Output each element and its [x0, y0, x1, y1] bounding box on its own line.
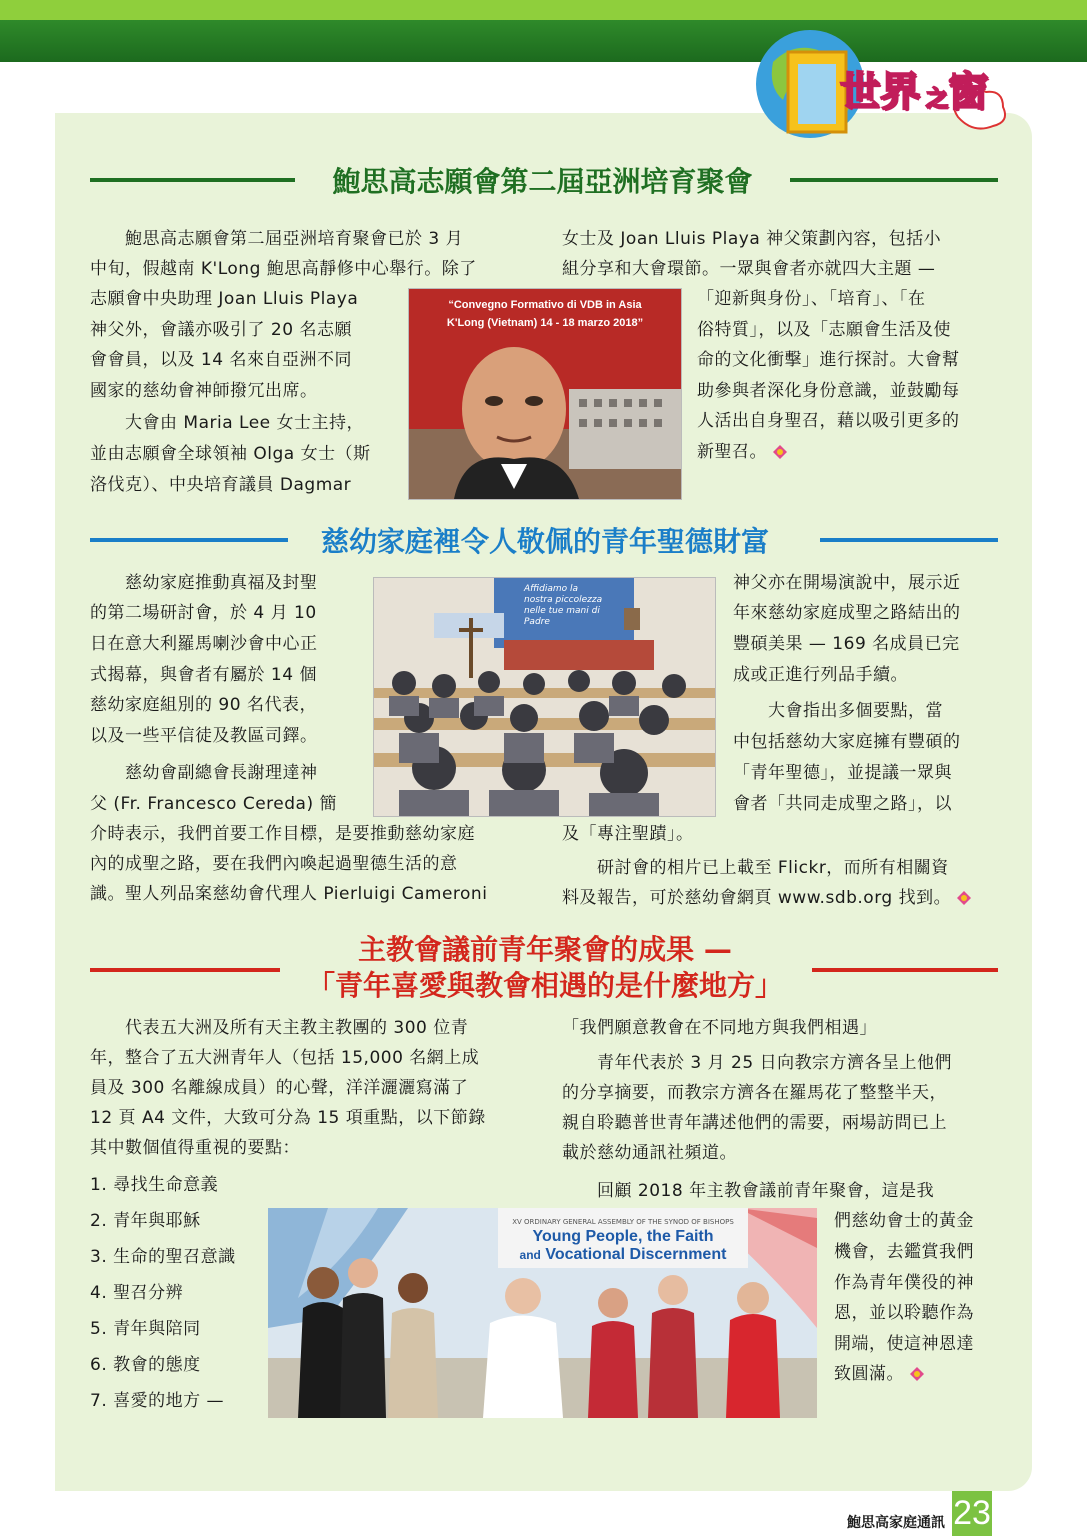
article2-right-line-4: 成或正進行列品手續。: [733, 665, 908, 685]
article2-right-line-3: 豐碩美果 — 169 名成員已完: [733, 634, 960, 654]
article2-left-line-1: 慈幼家庭推動真福及封聖: [90, 573, 318, 593]
article1-left-line-1: 鮑思高志願會第二屆亞洲培育聚會已於 3 月: [90, 229, 464, 249]
banner-line-2-pre: and: [519, 1248, 541, 1262]
article2-left-line-3: 日在意大利羅馬喇沙會中心正: [90, 634, 318, 654]
article3-right-line-8: 機會，去鑑賞我們: [834, 1242, 974, 1262]
photo-banner-line-1: “Convegno Formativo di VDB in Asia: [448, 299, 642, 311]
article3-left-line-4: 12 頁 A4 文件，大致可分為 15 項重點，以下節錄: [90, 1108, 486, 1128]
article3-left-line-5: 其中數個值得重視的要點：: [90, 1138, 300, 1158]
article1-right-line-2: 組分享和大會環節。一眾與會者亦就四大主題 —: [562, 259, 936, 279]
article2-right-line-5: 大會指出多個要點，當: [733, 701, 943, 721]
banner-line-2-main: Vocational Discernment: [545, 1246, 727, 1263]
article2-left-line-4: 式揭幕，與會者有屬於 14 個: [90, 665, 317, 685]
article2-left-line-2: 的第二場研討會，於 4 月 10: [90, 603, 317, 623]
end-mark-icon: [908, 1365, 926, 1383]
article1-right-line-5: 命的文化衝擊」進行探討。大會幫: [697, 350, 960, 370]
article3-right-line-7: 們慈幼會士的黃金: [834, 1211, 974, 1231]
title3-rule-left: [90, 968, 280, 972]
article1-left-line-8: 並由志願會全球領袖 Olga 女士（斯: [90, 444, 371, 464]
article1-end-text: 新聖召。: [697, 442, 767, 462]
article2-right-line-8: 會者「共同走成聖之路」，以: [733, 794, 952, 814]
article3-right-line-10: 恩，並以聆聽作為: [834, 1303, 974, 1323]
article3-end-text: 致圓滿。: [834, 1364, 904, 1384]
page-number: 23: [952, 1491, 992, 1536]
article1-left-line-2: 中旬，假越南 K'Long 鮑思高靜修中心舉行。除了: [90, 259, 477, 279]
article3-title-line-1: 主教會議前青年聚會的成果 —: [358, 933, 732, 966]
list-item-6: 6. 教會的態度: [90, 1355, 201, 1375]
list-item-7: 7. 喜愛的地方 —: [90, 1391, 225, 1411]
article2-right-line-1: 神父亦在開場演說中，展示近: [733, 573, 961, 593]
article2-left-line-11: 識。聖人列品案慈幼會代理人 Pierluigi Cameroni: [90, 884, 488, 904]
article1-left-line-9: 洛伐克）、中央培育議員 Dagmar: [90, 475, 352, 495]
article2-left-line-9: 介時表示，我們首要工作目標，是要推動慈幼家庭: [90, 824, 475, 844]
title2-rule-right: [820, 538, 998, 542]
article2-left-line-5: 慈幼家庭組別的 90 名代表，: [90, 695, 317, 715]
article1-right-line-4: 俗特質」，以及「志願會生活及使: [697, 320, 951, 340]
world-window-logo: [748, 22, 1013, 140]
article1-title: 鮑思高志願會第二屆亞洲培育聚會: [332, 165, 753, 198]
article3-title-line-2: 「青年喜愛與教會相遇的是什麼地方」: [306, 969, 783, 1002]
article1-right-line-6: 助參與者深化身份意識，並鼓勵每: [697, 381, 960, 401]
article2-end-text: 料及報告，可於慈幼會網頁 www.sdb.org 找到。: [562, 888, 952, 908]
article3-right-line-5: 載於慈幼通訊社頻道。: [562, 1143, 737, 1163]
banner-line-2: [500, 1246, 746, 1264]
article3-left-line-3: 員及 300 名離線成員）的心聲，洋洋灑灑寫滿了: [90, 1078, 469, 1098]
article1-right-line-1: 女士及 Joan Lluis Playa 神父策劃內容，包括小: [562, 229, 942, 249]
publication-name: 鮑思高家庭通訊: [847, 1515, 945, 1531]
article1-right-line-7: 人活出自身聖召，藉以吸引更多的: [697, 411, 960, 431]
list-item-3: 3. 生命的聖召意識: [90, 1247, 236, 1267]
logo-text-small: 之: [926, 87, 949, 112]
article1-right-line-3: 「迎新與身份」、「培育」、「在: [697, 289, 926, 309]
article1-left-line-7: 大會由 Maria Lee 女士主持，: [90, 413, 365, 433]
slide-text: Affidiamo la nostra piccolezza nelle tue mani di Padre: [524, 584, 603, 627]
title-rule-right: [790, 178, 998, 182]
article3-left-line-1: 代表五大洲及所有天主教主教團的 300 位青: [90, 1018, 469, 1038]
article1-left-line-6: 國家的慈幼會神師撥冗出席。: [90, 381, 318, 401]
photo-banner-line-2: K'Long (Vietnam) 14 - 18 marzo 2018”: [446, 317, 644, 329]
logo-text-main: 世界: [840, 69, 920, 115]
article2-left-line-10: 內的成聖之路，要在我們內喚起過聖德生活的意: [90, 854, 458, 874]
end-mark-icon: [955, 889, 973, 907]
article2-right-line-7: 「青年聖德」，並提議一眾與: [733, 763, 952, 783]
article3-right-line-12: [834, 1359, 926, 1390]
article3-right-line-11: 開端，使這神恩達: [834, 1334, 974, 1354]
article2-right-line-6: 中包括慈幼大家庭擁有豐碩的: [733, 732, 961, 752]
logo-text-end: 窗: [948, 69, 988, 115]
article2-right-line-9: 及「專注聖蹟」。: [562, 824, 694, 844]
article2-right-line-2: 年來慈幼家庭成聖之路結出的: [733, 603, 961, 623]
article1-right-line-8: [697, 437, 789, 468]
article2-right-line-11: [562, 883, 973, 914]
article3-right-line-4: 親自聆聽普世青年講述他們的需要，兩場訪問已上: [562, 1113, 947, 1133]
article2-left-line-6: 以及一些平信徒及教區司鐸。: [90, 726, 318, 746]
article3-left-line-2: 年，整合了五大洲青年人（包括 15,000 名網上成: [90, 1048, 480, 1068]
article2-right-line-10: 研討會的相片已上載至 Flickr，而所有相關資: [562, 858, 949, 878]
article3-right-line-1: 「我們願意教會在不同地方與我們相遇」: [562, 1018, 877, 1038]
article2-left-line-7: 慈幼會副總會長謝理達神: [90, 763, 318, 783]
title3-rule-right: [812, 968, 998, 972]
end-mark-icon: [771, 443, 789, 461]
article3-photo: [268, 1208, 817, 1418]
article3-right-line-2: 青年代表於 3 月 25 日向教宗方濟各呈上他們: [562, 1053, 953, 1073]
list-item-4: 4. 聖召分辨: [90, 1283, 184, 1303]
article2-photo: [373, 577, 716, 817]
title2-rule-left: [90, 538, 288, 542]
banner-line-1: Young People, the Faith: [532, 1228, 714, 1245]
article1-left-line-5: 會會員，以及 14 名來自亞洲不同: [90, 350, 352, 370]
top-bar-light: [0, 0, 1087, 20]
banner-small-text: XV ORDINARY GENERAL ASSEMBLY OF THE SYNOD OF BISHOPS: [512, 1218, 734, 1226]
article2-title: 慈幼家庭裡令人敬佩的青年聖德財富: [320, 525, 769, 558]
article3-right-line-9: 作為青年僕役的神: [834, 1273, 974, 1293]
article3-right-line-6: 回顧 2018 年主教會議前青年聚會，這是我: [562, 1181, 935, 1201]
list-item-2: 2. 青年與耶穌: [90, 1211, 201, 1231]
article1-left-line-4: 神父外，會議亦吸引了 20 名志願: [90, 320, 352, 340]
article1-left-line-3: 志願會中央助理 Joan Lluis Playa: [90, 289, 359, 309]
title-rule-left: [90, 178, 295, 182]
article1-photo: [408, 288, 682, 500]
article3-right-line-3: 的分享摘要，而教宗方濟各在羅馬花了整整半天，: [562, 1083, 947, 1103]
article2-left-line-8: 父 (Fr. Francesco Cereda) 簡: [90, 794, 337, 814]
list-item-1: 1. 尋找生命意義: [90, 1175, 219, 1195]
list-item-5: 5. 青年與陪同: [90, 1319, 201, 1339]
